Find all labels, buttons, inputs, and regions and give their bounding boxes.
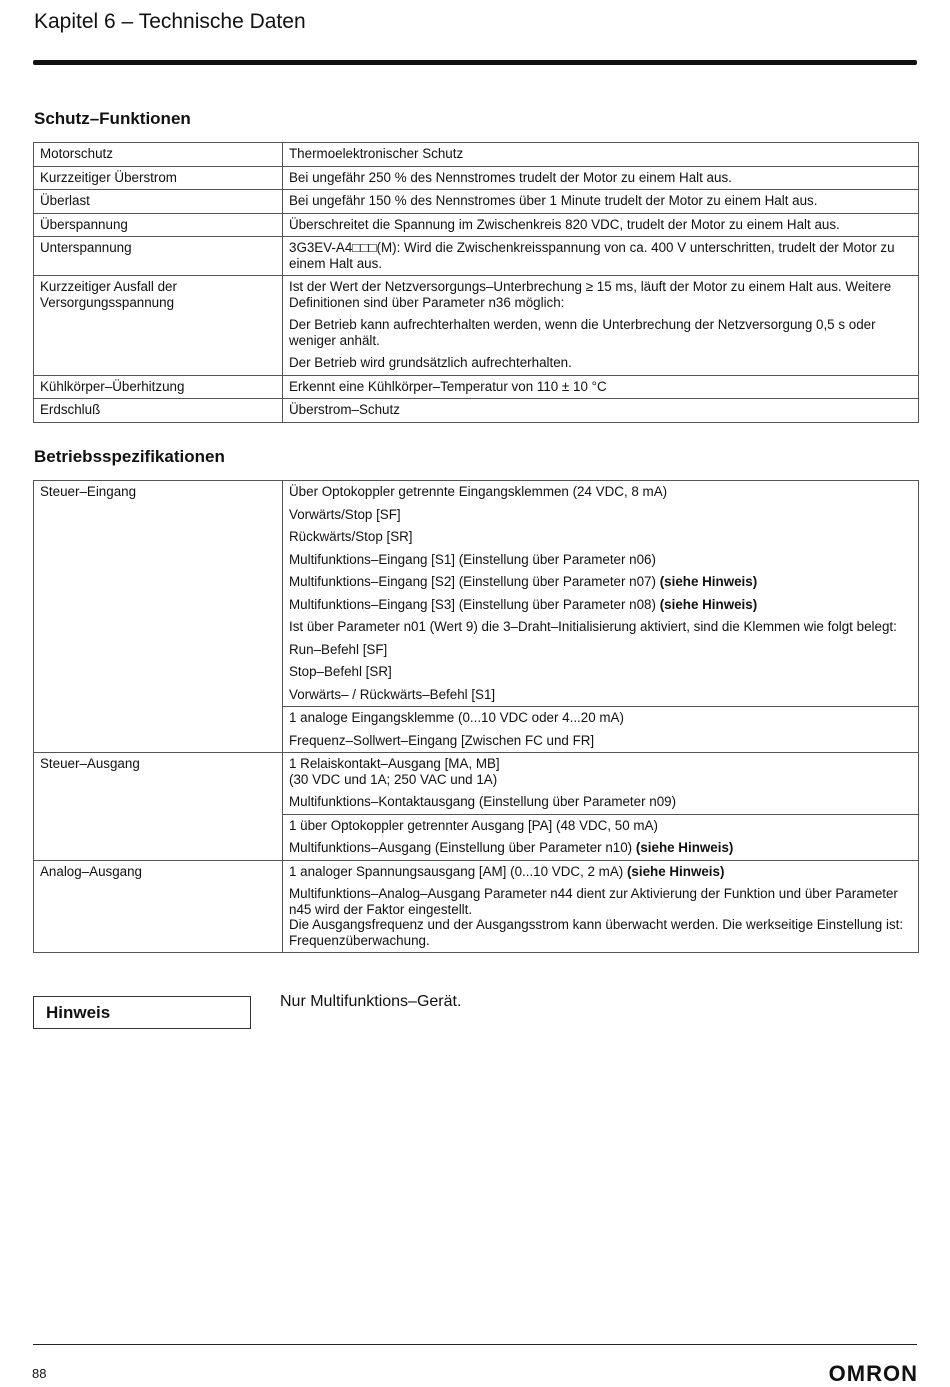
value-line bbox=[283, 639, 918, 662]
page-number: 88 bbox=[32, 1366, 47, 1381]
section-heading-schutz: Schutz–Funktionen bbox=[34, 109, 191, 128]
row-label: Analog–Ausgang bbox=[34, 860, 283, 953]
row-value bbox=[283, 190, 919, 214]
header-rule bbox=[33, 60, 917, 65]
table-row bbox=[34, 375, 919, 399]
value-text: 1 analoge Eingangsklemme (0...10 VDC oder 4...20 mA) bbox=[289, 710, 624, 725]
row-value bbox=[283, 399, 919, 423]
value-text-continued: Die Ausgangsfrequenz und der Ausgangsstrom kann überwacht werden. Die werkseitige Einstellung ist: Frequenzüberwachung. bbox=[289, 917, 904, 948]
table-row bbox=[34, 190, 919, 214]
value-text: Stop–Befehl [SR] bbox=[289, 664, 392, 679]
row-label: Unterspannung bbox=[34, 237, 283, 276]
value-line bbox=[283, 661, 918, 684]
row-value bbox=[283, 375, 919, 399]
note-reference: (siehe Hinweis) bbox=[659, 596, 758, 612]
value-text: Multifunktions–Eingang [S2] (Einstellung über Parameter n07) bbox=[289, 574, 656, 589]
value-text: Multifunktions–Kontaktausgang (Einstellung über Parameter n09) bbox=[289, 794, 677, 809]
value-line: Erkennt eine Kühlkörper–Temperatur von 110 ± 10 °C bbox=[289, 378, 607, 394]
value-line bbox=[283, 861, 918, 884]
value-line bbox=[283, 594, 918, 617]
row-label: Steuer–Ausgang bbox=[34, 753, 283, 861]
row-value bbox=[283, 707, 919, 753]
table-row bbox=[34, 143, 919, 167]
note-box bbox=[33, 996, 251, 1029]
value-text: 1 Relaiskontakt–Ausgang [MA, MB] bbox=[289, 756, 500, 771]
row-value bbox=[283, 143, 919, 167]
value-line bbox=[283, 504, 918, 527]
section-heading-betrieb: Betriebsspezifikationen bbox=[34, 447, 225, 466]
row-label: Motorschutz bbox=[34, 143, 283, 167]
value-line bbox=[283, 549, 918, 572]
value-text: Frequenz–Sollwert–Eingang [Zwischen FC und FR] bbox=[289, 732, 595, 748]
value-line bbox=[283, 837, 918, 860]
value-line bbox=[283, 684, 918, 707]
value-line: Thermoelektronischer Schutz bbox=[289, 146, 464, 161]
table-row bbox=[34, 276, 919, 376]
row-value bbox=[283, 237, 919, 276]
row-label: Erdschluß bbox=[34, 399, 283, 423]
row-value bbox=[283, 814, 919, 860]
value-text: Vorwärts/Stop [SF] bbox=[289, 506, 401, 522]
table-row bbox=[34, 166, 919, 190]
value-line: Überschreitet die Spannung im Zwischenkreis 820 VDC, trudelt der Motor zu einem Halt aus. bbox=[289, 216, 840, 232]
table-row bbox=[34, 237, 919, 276]
table-row bbox=[34, 481, 919, 707]
value-line: Der Betrieb wird grundsätzlich aufrechterhalten. bbox=[289, 355, 572, 370]
value-text: Ist über Parameter n01 (Wert 9) die 3–Draht–Initialisierung aktiviert, sind die Klemmen wie folgt belegt: bbox=[289, 619, 897, 634]
value-line bbox=[283, 616, 918, 639]
value-text: Über Optokoppler getrennte Eingangsklemmen (24 VDC, 8 mA) bbox=[289, 484, 668, 499]
note-reference: (siehe Hinweis) bbox=[635, 840, 734, 855]
row-label: Kurzzeitiger Ausfall der Versorgungsspannung bbox=[34, 276, 283, 376]
row-label: Kurzzeitiger Überstrom bbox=[34, 166, 283, 190]
value-line: Überstrom–Schutz bbox=[289, 402, 400, 417]
betrieb-table bbox=[33, 480, 919, 953]
note-reference: (siehe Hinweis) bbox=[626, 863, 725, 879]
value-line: Bei ungefähr 250 % des Nennstromes trudelt der Motor zu einem Halt aus. bbox=[289, 169, 732, 185]
value-line bbox=[283, 571, 918, 594]
footer-rule bbox=[33, 1344, 917, 1345]
value-text: Rückwärts/Stop [SR] bbox=[289, 529, 413, 544]
value-line bbox=[283, 707, 918, 730]
value-line bbox=[283, 753, 918, 791]
row-value bbox=[283, 753, 919, 815]
page-header-title: Kapitel 6 – Technische Daten bbox=[34, 10, 306, 33]
note-text: Nur Multifunktions–Gerät. bbox=[280, 993, 462, 1010]
value-text: 1 über Optokoppler getrennter Ausgang [PA] (48 VDC, 50 mA) bbox=[289, 817, 658, 833]
value-line: Bei ungefähr 150 % des Nennstromes über 1 Minute trudelt der Motor zu einem Halt aus. bbox=[289, 193, 818, 208]
row-value bbox=[283, 481, 919, 707]
value-line: 3G3EV-A4□□□(M): Wird die Zwischenkreisspannung von ca. 400 V unterschritten, trudelt der Motor zu einem Halt aus. bbox=[289, 240, 895, 271]
table-row bbox=[34, 399, 919, 423]
row-value bbox=[283, 166, 919, 190]
value-line bbox=[283, 883, 918, 952]
omron-logo: OMRON bbox=[828, 1361, 918, 1386]
value-line bbox=[283, 526, 918, 549]
value-text: Run–Befehl [SF] bbox=[289, 641, 388, 657]
note-reference: (siehe Hinweis) bbox=[659, 574, 758, 589]
value-line bbox=[283, 730, 918, 753]
value-text: 1 analoger Spannungsausgang [AM] (0...10 VDC, 2 mA) bbox=[289, 863, 624, 879]
table-row bbox=[34, 860, 919, 953]
schutz-table bbox=[33, 142, 919, 423]
table-row bbox=[34, 753, 919, 815]
value-text-continued: (30 VDC und 1A; 250 VAC und 1A) bbox=[289, 771, 498, 787]
note-label: Hinweis bbox=[46, 1003, 111, 1022]
value-line bbox=[283, 481, 918, 504]
value-line bbox=[283, 791, 918, 814]
row-label: Steuer–Eingang bbox=[34, 481, 283, 753]
row-value bbox=[283, 213, 919, 237]
row-label: Überspannung bbox=[34, 213, 283, 237]
value-line: Der Betrieb kann aufrechterhalten werden, wenn die Unterbrechung der Netzversorgung 0,5 s oder weniger anhält. bbox=[289, 317, 876, 348]
row-label: Kühlkörper–Überhitzung bbox=[34, 375, 283, 399]
value-line bbox=[283, 815, 918, 838]
value-line: Ist der Wert der Netzversorgungs–Unterbrechung ≥ 15 ms, läuft der Motor zu einem Halt aus. Weitere Definitionen sind über Parameter n36 möglich: bbox=[289, 279, 892, 310]
value-text: Multifunktions–Ausgang (Einstellung über Parameter n10) bbox=[289, 840, 633, 855]
row-label: Überlast bbox=[34, 190, 283, 214]
value-text: Multifunktions–Analog–Ausgang Parameter n44 dient zur Aktivierung der Funktion und über Parameter n45 wird der Faktor eingestellt. bbox=[289, 886, 898, 917]
value-text: Multifunktions–Eingang [S1] (Einstellung über Parameter n06) bbox=[289, 551, 656, 567]
table-row bbox=[34, 213, 919, 237]
value-text: Vorwärts– / Rückwärts–Befehl [S1] bbox=[289, 686, 496, 702]
row-value bbox=[283, 860, 919, 953]
row-value bbox=[283, 276, 919, 376]
value-text: Multifunktions–Eingang [S3] (Einstellung über Parameter n08) bbox=[289, 596, 656, 612]
